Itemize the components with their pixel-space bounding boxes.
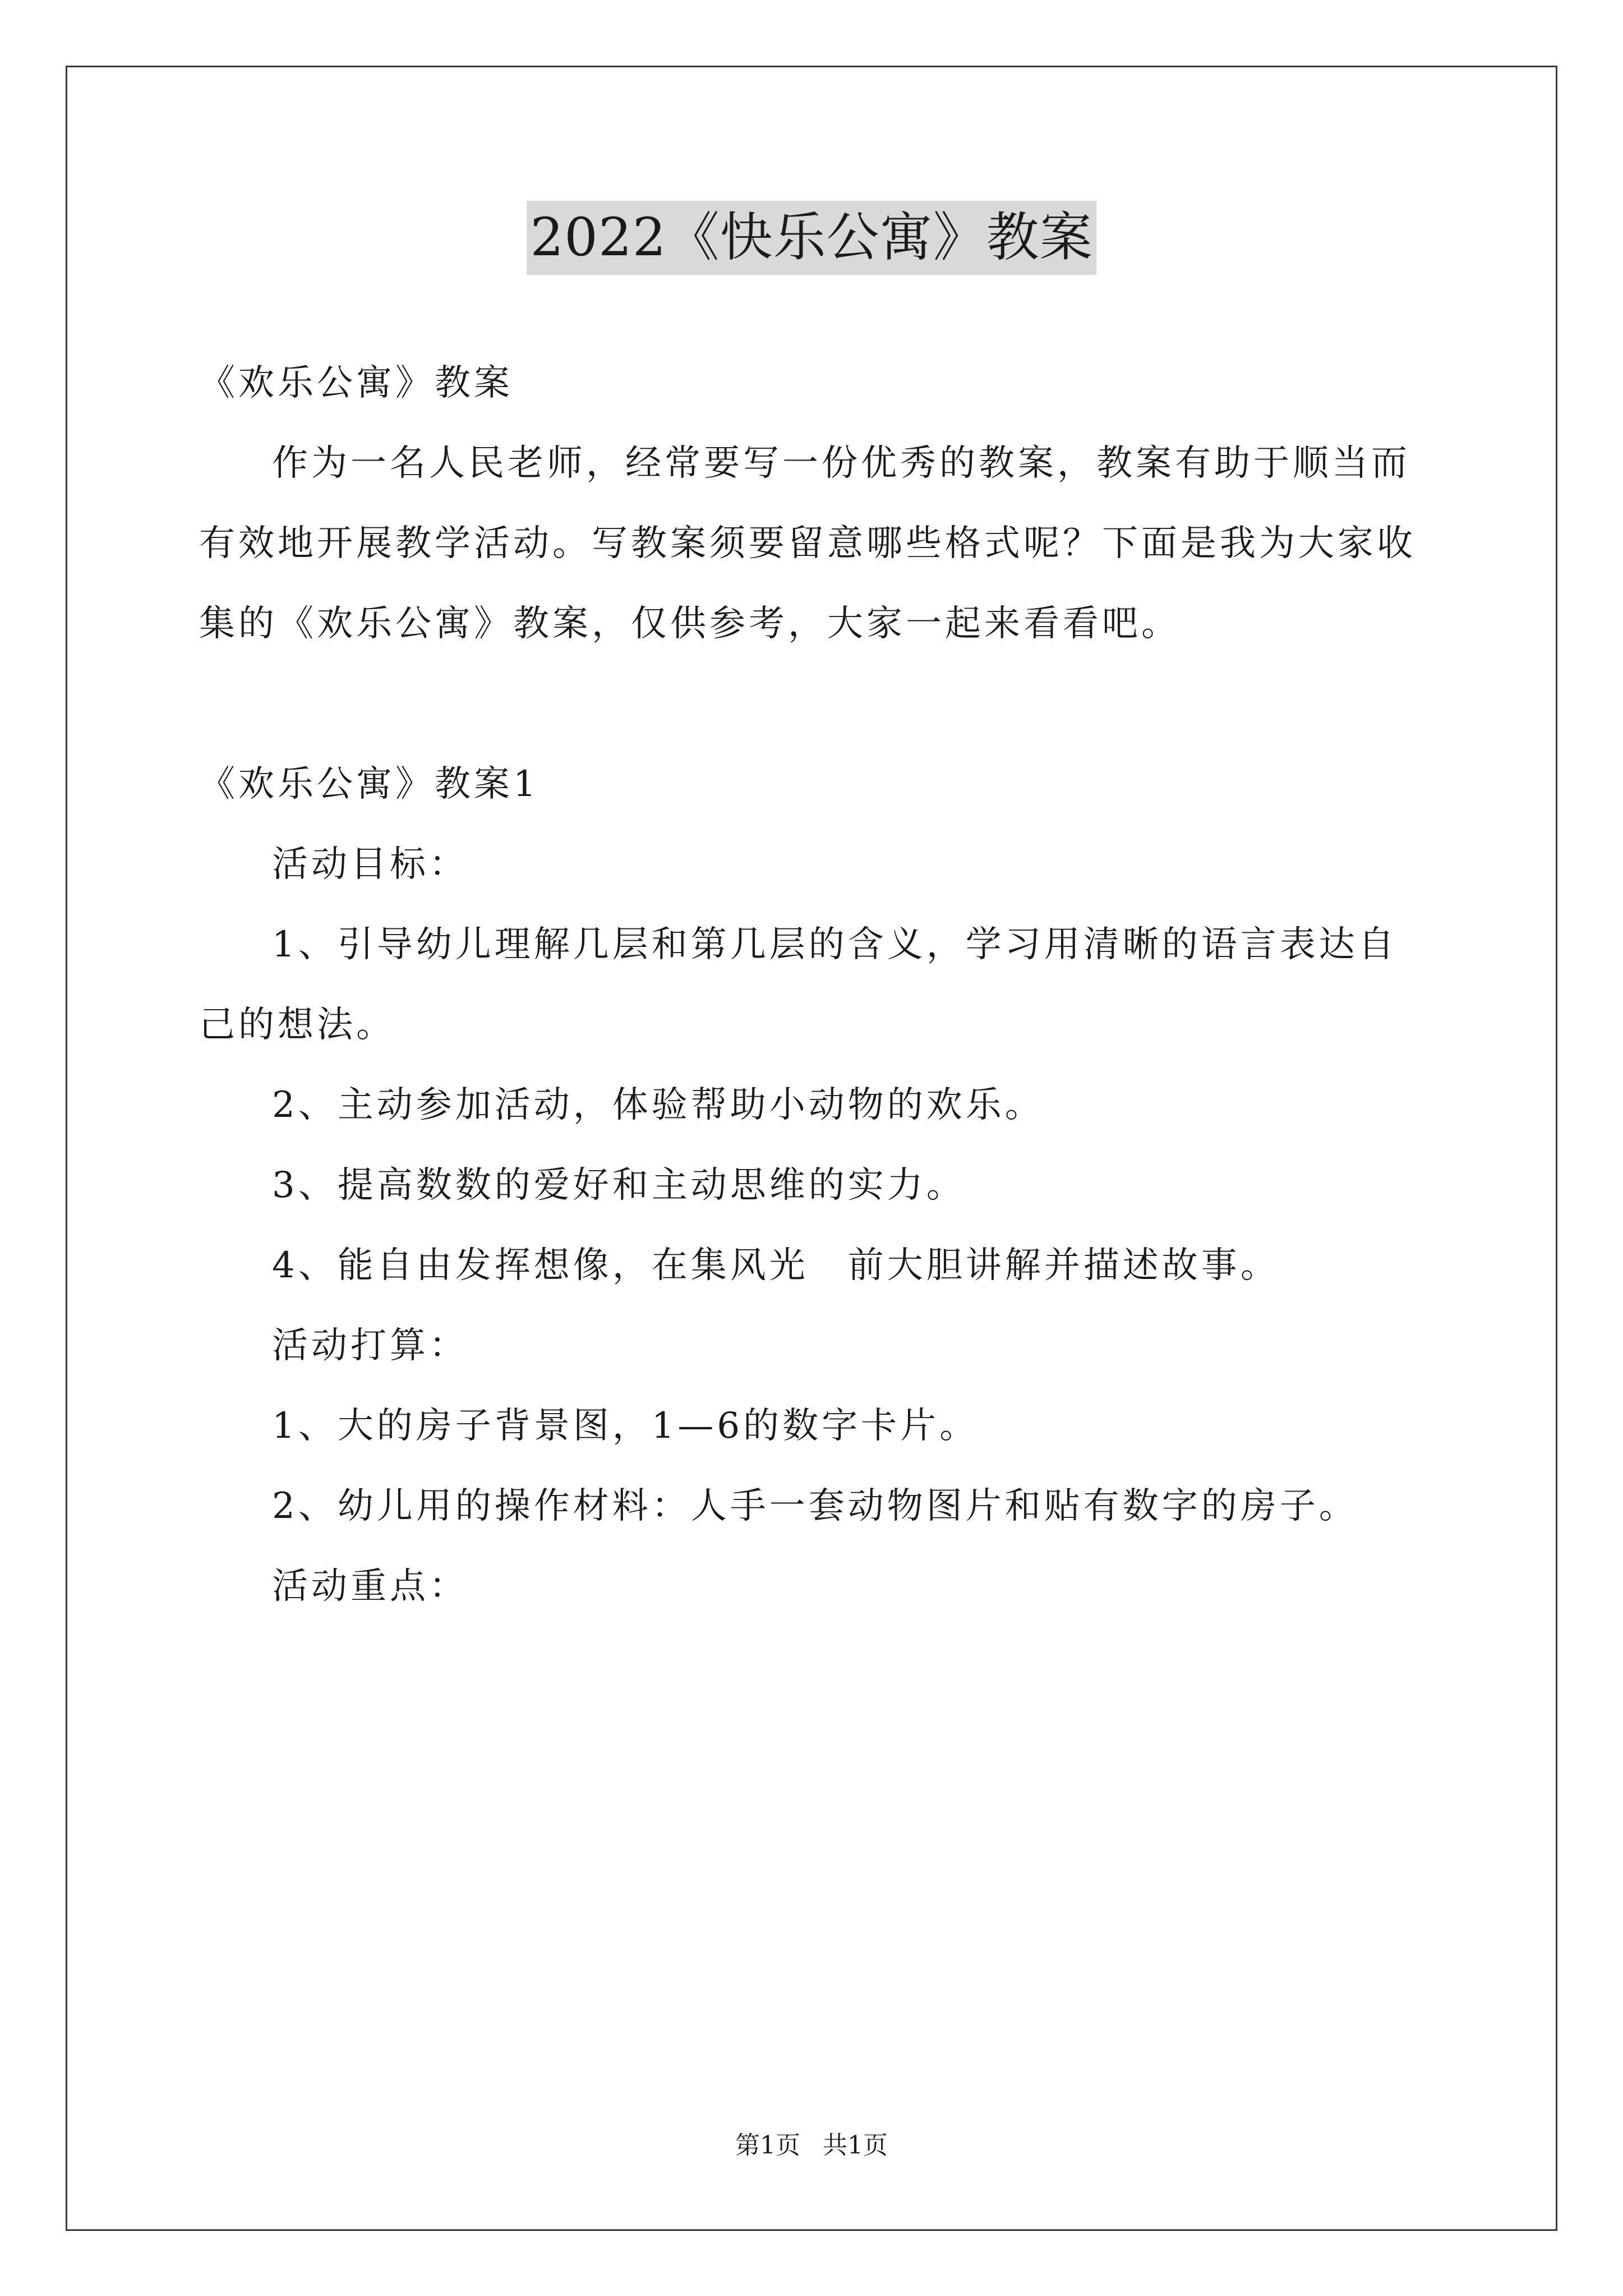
paragraph-goals-heading: 活动目标： (272, 844, 468, 885)
paragraph-subtitle: 《欢乐公寓》教案 (199, 362, 513, 404)
paragraph-goal-2: 2、主动参加活动，体验帮助小动物的欢乐。 (272, 1084, 1044, 1126)
page-number-current: 第1页 (735, 2131, 800, 2160)
paragraph-focus-heading: 活动重点： (272, 1566, 468, 1607)
paragraph-goal-4: 4、能自由发挥想像，在集风光 前大胆讲解并描述故事。 (272, 1245, 1280, 1286)
paragraph-intro: 作为一名人民老师，经常要写一份优秀的教案，教案有助于顺当而有效地开展教学活动。写教案须要留意哪些格式呢？下面是我为大家收集的《欢乐公寓》教案，仅供参考，大家一起来看看吧。 (199, 443, 1416, 645)
page-number-total: 共1页 (823, 2131, 888, 2160)
page-footer (0, 2129, 1623, 2162)
paragraph-spacer (199, 664, 1427, 744)
title-container (0, 201, 1623, 275)
paragraph-goal-3: 3、提高数数的爱好和主动思维的实力。 (272, 1165, 966, 1206)
paragraph-prep-2: 2、幼儿用的操作材料：人手一套动物图片和贴有数字的房子。 (272, 1485, 1358, 1527)
paragraph-section-heading: 《欢乐公寓》教案1 (199, 763, 540, 805)
document-body (199, 343, 1427, 1627)
document-title: 2022《快乐公寓》教案 (527, 201, 1096, 275)
paragraph-prep-1: 1、大的房子背景图，1—6的数字卡片。 (272, 1405, 979, 1447)
paragraph-prep-heading: 活动打算： (272, 1325, 468, 1366)
paragraph-goal-1: 1、引导幼儿理解几层和第几层的含义，学习用清晰的语言表达自己的想法。 (199, 924, 1398, 1046)
